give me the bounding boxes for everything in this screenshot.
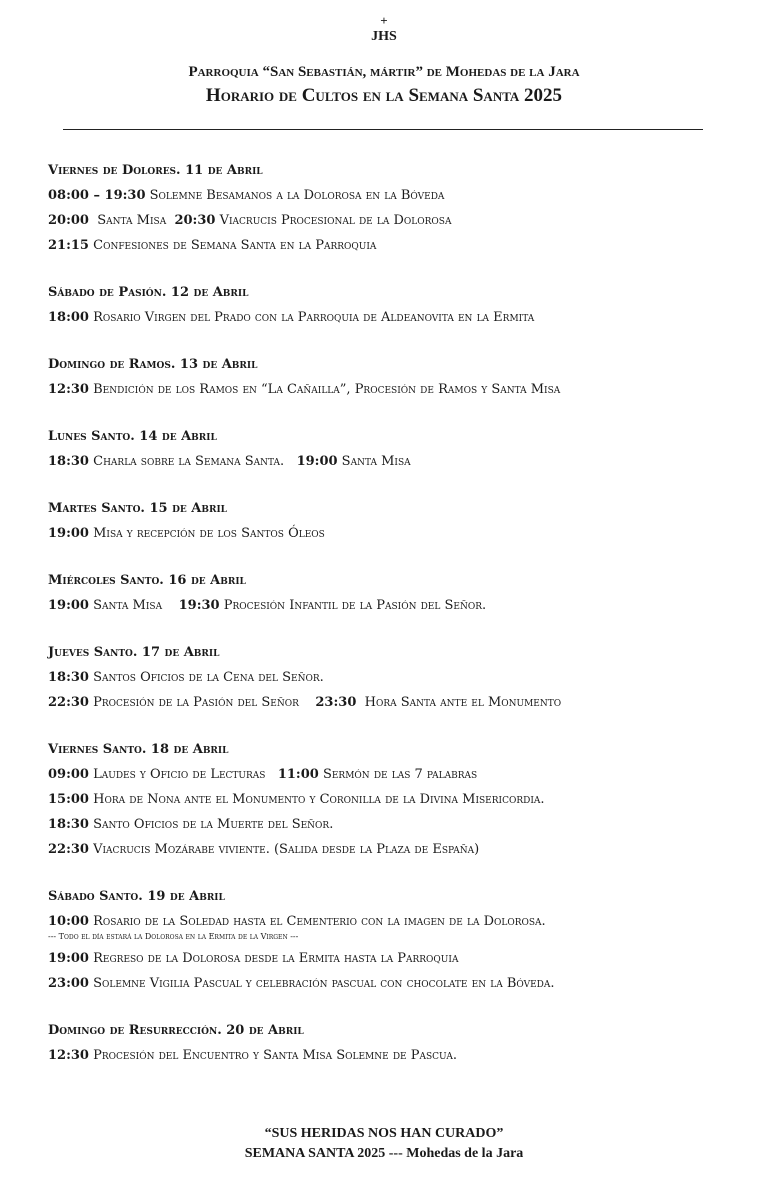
day-block [48,158,748,258]
jhs-monogram: JHS [371,29,397,44]
event-description: Solemne Vigilia Pascual y celebración pascual con chocolate en la Bóveda. [88,976,555,991]
event-description: Procesión de la Pasión del Señor [88,695,316,710]
day-block [48,496,748,546]
event-description: Bendición de los Ramos en “La Cañailla”, Procesión de Ramos y Santa Misa [88,382,561,397]
document-header [0,14,768,107]
title-divider [63,129,703,130]
event-time: 12:30 [48,382,89,397]
schedule-line [48,665,748,690]
day-block [48,884,748,996]
day-heading: Miércoles Santo. 16 de Abril [48,573,246,588]
event-description: Rosario de la Soledad hasta el Cementerio con la imagen de la Dolorosa. [88,914,546,929]
day-block [48,352,748,402]
footer-quote: “SUS HERIDAS NOS HAN CURADO” [264,1126,504,1141]
event-time: 09:00 [48,767,89,782]
event-description: Procesión del Encuentro y Santa Misa Solemne de Pascua. [88,1048,457,1063]
event-time: 19:00 [48,951,89,966]
schedule-line [48,449,748,474]
event-time: 23:30 [315,695,357,710]
event-time: 19:00 [48,526,89,541]
day-block [48,280,748,330]
event-description: Confesiones de Semana Santa en la Parroquia [88,238,377,253]
day-heading: Domingo de Resurrección. 20 de Abril [48,1023,304,1038]
event-description: Rosario Virgen del Prado con la Parroquia de Aldeanovita en la Ermita [88,310,535,325]
event-time: 08:00 – 19:30 [48,188,146,203]
event-description: Santa Misa [88,598,179,613]
schedule-line [48,762,748,787]
schedule-line [48,837,748,862]
schedule [48,158,748,1090]
event-time: 19:00 [48,598,89,613]
day-heading: Domingo de Ramos. 13 de Abril [48,357,258,372]
day-heading: Jueves Santo. 17 de Abril [48,645,220,660]
day-heading: Lunes Santo. 14 de Abril [48,429,217,444]
parish-name: Parroquia “San Sebastián, mártir” de Mohedas de la Jara [188,64,580,80]
event-time: 22:30 [48,695,89,710]
event-description: Hora Santa ante el Monumento [356,695,562,710]
schedule-line [48,787,748,812]
event-description: Viacrucis Procesional de la Dolorosa [215,213,452,228]
footer-line: SEMANA SANTA 2025 --- Mohedas de la Jara [244,1146,524,1161]
event-time: 18:00 [48,310,89,325]
event-description: Sermón de las 7 palabras [318,767,478,782]
event-description: Santa Misa [337,454,411,469]
schedule-line [48,233,748,258]
day-block [48,568,748,618]
event-time: 20:00 [48,213,89,228]
event-time: 18:30 [48,454,89,469]
schedule-line [48,593,748,618]
event-time: 15:00 [48,792,89,807]
day-heading: Martes Santo. 15 de Abril [48,501,227,516]
document-footer [0,1124,768,1164]
schedule-line [48,690,748,715]
schedule-line [48,305,748,330]
schedule-line [48,521,748,546]
day-heading: Viernes de Dolores. 11 de Abril [48,163,263,178]
schedule-line [48,208,748,233]
event-description: Solemne Besamanos a la Dolorosa en la Bóveda [145,188,445,203]
event-description: Regreso de la Dolorosa desde la Ermita hasta la Parroquia [88,951,459,966]
schedule-line [48,1043,748,1068]
day-heading: Sábado de Pasión. 12 de Abril [48,285,249,300]
event-description: Santos Oficios de la Cena del Señor. [88,670,324,685]
schedule-line [48,909,748,934]
event-description: Charla sobre la Semana Santa. [88,454,297,469]
day-block [48,640,748,715]
event-time: 19:30 [178,598,220,613]
schedule-line [48,183,748,208]
event-description: Viacrucis Mozárabe viviente. (Salida desde la Plaza de España) [88,842,480,857]
schedule-line [48,971,748,996]
event-description: Misa y recepción de los Santos Óleos [88,526,325,541]
document-title: Horario de Cultos en la Semana Santa 2025 [205,85,563,106]
event-time: 10:00 [48,914,89,929]
event-time: 23:00 [48,976,89,991]
event-description: Santo Oficios de la Muerte del Señor. [88,817,334,832]
schedule-line [48,812,748,837]
event-time: 20:30 [174,213,216,228]
schedule-line [48,946,748,971]
event-description: Santa Misa [88,213,175,228]
day-heading: Viernes Santo. 18 de Abril [48,742,229,757]
event-time: 11:00 [277,767,319,782]
day-block [48,737,748,862]
event-description: Hora de Nona ante el Monumento y Coronilla de la Divina Misericordia. [88,792,545,807]
schedule-line [48,377,748,402]
event-time: 19:00 [296,454,338,469]
event-time: 18:30 [48,670,89,685]
event-description: Laudes y Oficio de Lecturas [88,767,278,782]
event-time: 12:30 [48,1048,89,1063]
event-description: Procesión Infantil de la Pasión del Señor. [219,598,487,613]
event-description: --- Todo el día estará la Dolorosa en la Ermita de la Virgen --- [48,932,299,941]
day-block [48,424,748,474]
day-block [48,1018,748,1068]
event-time: 22:30 [48,842,89,857]
day-heading: Sábado Santo. 19 de Abril [48,889,225,904]
event-time: 18:30 [48,817,89,832]
cross-symbol: + [380,13,388,28]
event-time: 21:15 [48,238,89,253]
